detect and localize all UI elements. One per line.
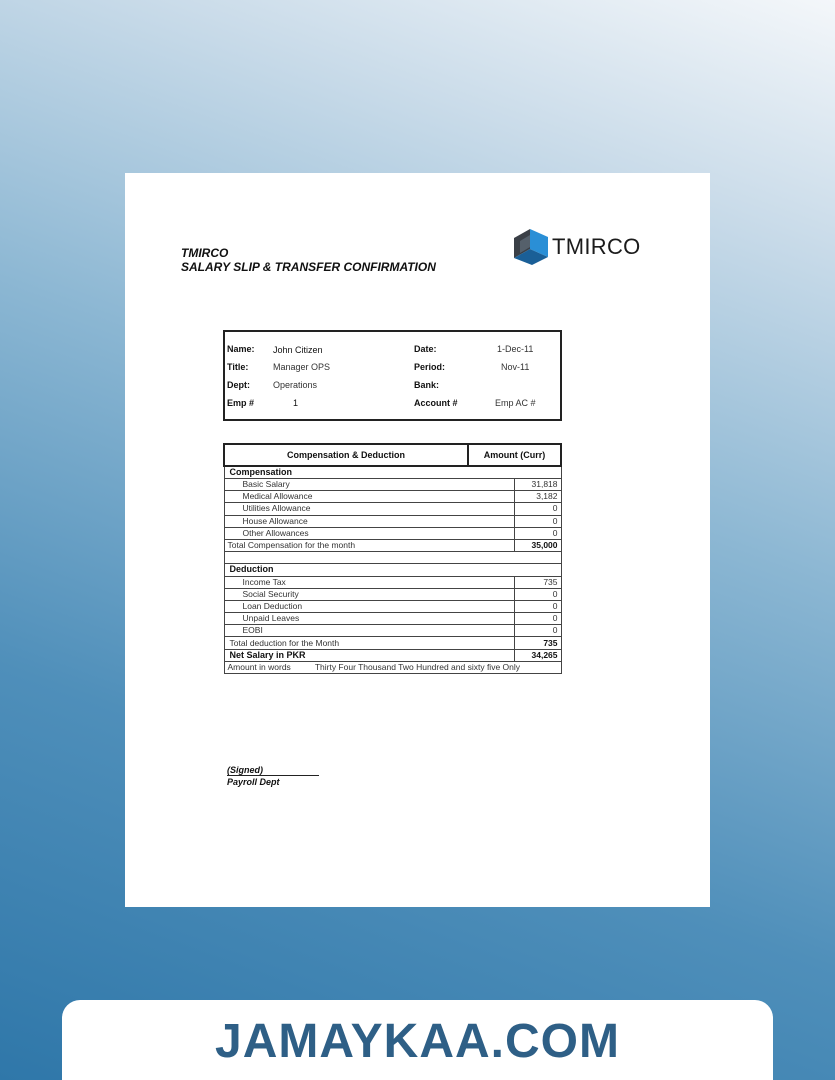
table-row [224,576,561,588]
net-salary-row [224,649,561,661]
row-amount: 3,182 [514,491,561,503]
table-header-row [224,444,561,466]
employee-number: 1 [293,398,299,408]
company-name: TMIRCO [181,246,229,260]
signature-department: Payroll Dept [227,777,280,787]
amount-in-words-label: Amount in words [227,661,291,672]
row-label: Loan Deduction [224,600,514,612]
amount-in-words-value: Thirty Four Thousand Two Hundred and sixty five Only [314,661,521,672]
slip-date: 1-Dec-11 [497,344,534,354]
total-compensation-amount: 35,000 [514,539,561,551]
total-deduction-amount: 735 [514,637,561,649]
salary-slip-document [125,173,710,907]
table-row [224,588,561,600]
compensation-heading: Compensation [224,466,561,479]
employee-title: Manager OPS [273,362,331,372]
account-label: Account # [414,398,458,408]
watermark-text: JAMAYKAA.COM [215,1015,620,1068]
row-label: EOBI [224,625,514,637]
table-row [224,600,561,612]
title-label: Title: [227,362,249,372]
amount-in-words-row [224,661,561,673]
row-amount: 0 [514,503,561,515]
table-row [224,625,561,637]
employee-dept: Operations [273,380,318,390]
row-label: House Allowance [224,515,514,527]
total-deduction-row [224,637,561,649]
logo-wordmark: TMIRCO [552,234,641,259]
bank-label: Bank: [414,380,440,390]
row-label: Other Allowances [224,527,514,539]
employee-name: John Citizen [273,345,323,355]
document-title: SALARY SLIP & TRANSFER CONFIRMATION [181,260,436,274]
employee-info-box [223,330,562,421]
deduction-heading: Deduction [224,564,561,576]
row-label: Medical Allowance [224,491,514,503]
row-label: Basic Salary [224,479,514,491]
table-row [224,613,561,625]
net-salary-amount: 34,265 [514,649,561,661]
total-compensation-row [224,539,561,551]
net-salary-label: Net Salary in PKR [224,649,514,661]
row-amount: 0 [514,600,561,612]
row-amount: 0 [514,625,561,637]
row-amount: 31,818 [514,479,561,491]
date-label: Date: [414,344,437,354]
spacer-row [224,552,561,564]
row-amount: 0 [514,613,561,625]
total-compensation-label: Total Compensation for the month [224,539,514,551]
table-row [224,479,561,491]
row-label: Utilities Allowance [224,503,514,515]
account-number: Emp AC # [495,398,536,408]
total-deduction-label: Total deduction for the Month [224,637,514,649]
table-row [224,515,561,527]
company-logo [514,227,644,267]
pay-period: Nov-11 [501,362,530,372]
column-header-amount: Amount (Curr) [468,444,561,466]
spacer-cell [224,552,561,564]
table-row [224,503,561,515]
row-label: Income Tax [224,576,514,588]
table-row [224,527,561,539]
watermark-banner [62,1000,773,1080]
row-amount: 0 [514,527,561,539]
cube-logo-icon [514,229,548,265]
row-label: Social Security [224,588,514,600]
row-amount: 735 [514,576,561,588]
dept-label: Dept: [227,380,250,390]
compensation-deduction-table [223,443,562,674]
signature-line [227,775,319,776]
row-amount: 0 [514,515,561,527]
row-label: Unpaid Leaves [224,613,514,625]
amount-in-words-cell [224,661,561,673]
emp-number-label: Emp # [227,398,255,408]
row-amount: 0 [514,588,561,600]
signature-text: (Signed) [227,765,263,775]
table-row [224,491,561,503]
name-label: Name: [227,344,255,354]
column-header-description: Compensation & Deduction [224,444,468,466]
period-label: Period: [414,362,446,372]
section-heading-row [224,466,561,479]
section-heading-row [224,564,561,576]
